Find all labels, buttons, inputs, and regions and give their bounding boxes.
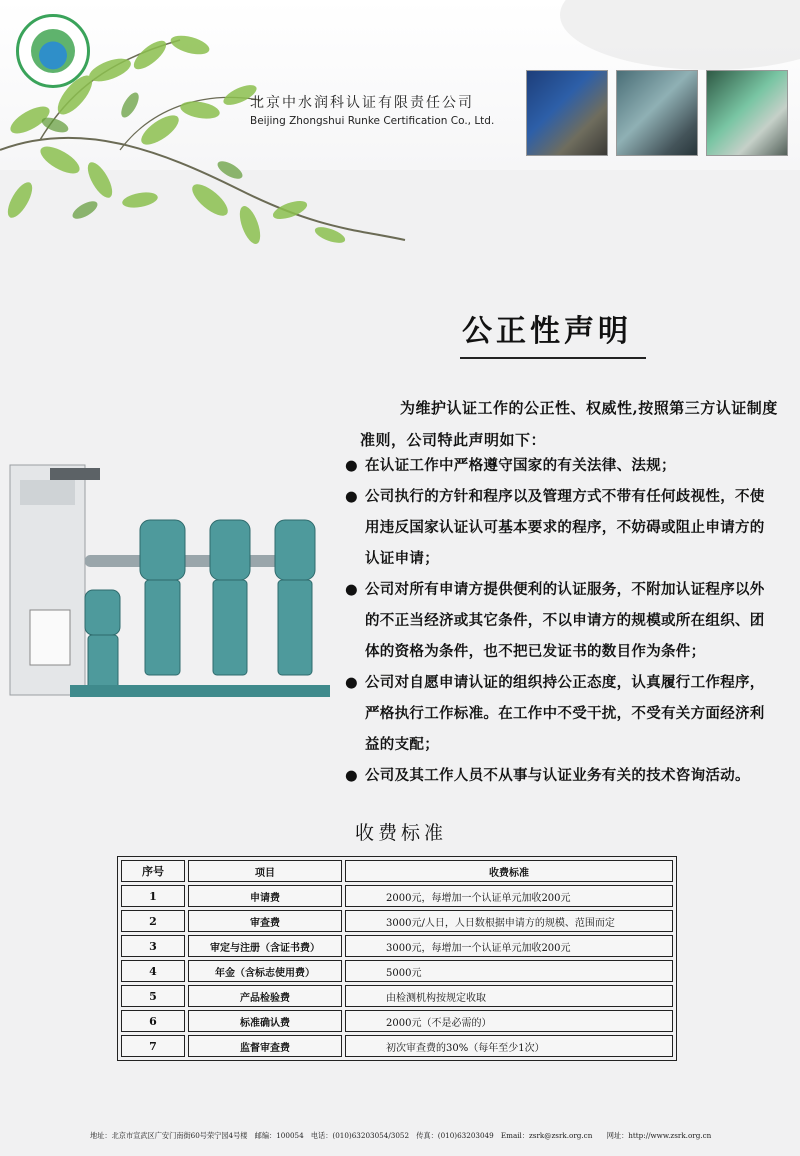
footer-contact: 地址：北京市宣武区广安门南街60号荣宁园4号楼 邮编：100054 电话：(010)63203054/3052 传真：(010)63203049 Email：zsrk@zsrk.org.cn 网址：http://www.zsrk.org.cn [90,1131,712,1140]
list-item-text: 公司对自愿申请认证的组织持公正态度，认真履行工作程序，严格执行工作标准。在工作中不受干扰，不受有关方面经济利益的支配； [365,674,765,753]
row-fee: 初次审查费的30%（每年至少1次） [345,1035,673,1057]
bullet-icon: ● [345,767,358,784]
row-fee: 由检测机构按规定收取 [345,985,673,1007]
bullet-icon: ● [345,581,358,598]
row-fee: 3000元，每增加一个认证单元加收200元 [345,935,673,957]
header-cell-number: 序号 [121,860,185,882]
row-item: 年金（含标志使用费） [188,960,342,982]
row-number: 6 [121,1010,185,1032]
bullet-icon: ● [345,674,358,691]
bullet-icon: ● [345,488,358,505]
list-item [345,667,775,760]
title-underline [460,357,646,359]
list-item-text: 公司及其工作人员不从事与认证业务有关的技术咨询活动。 [365,767,750,784]
row-fee: 2000元，每增加一个认证单元加收200元 [345,885,673,907]
table-row [121,985,673,1007]
row-item: 监督审查费 [188,1035,342,1057]
table-row [121,960,673,982]
row-fee: 2000元（不是必需的） [345,1010,673,1032]
row-item: 审查费 [188,910,342,932]
row-fee: 3000元/人日，人日数根据申请方的规模、范围而定 [345,910,673,932]
header-cell-fee: 收费标准 [345,860,673,882]
list-item-text: 公司执行的方针和程序以及管理方式不带有任何歧视性，不使用违反国家认证认可基本要求的程序，不妨碍或阻止申请方的认证申请； [365,488,765,567]
company-name-cn: 北京中水润科认证有限责任公司 [250,95,474,111]
table-header-row [121,860,673,882]
row-item: 标准确认费 [188,1010,342,1032]
row-item: 产品检验费 [188,985,342,1007]
equipment-photo-1 [526,70,608,156]
table-row [121,935,673,957]
row-number: 3 [121,935,185,957]
row-number: 4 [121,960,185,982]
row-item: 审定与注册（含证书费） [188,935,342,957]
bullet-icon: ● [345,457,358,474]
row-number: 1 [121,885,185,907]
list-item [345,481,775,574]
list-item [345,760,775,791]
list-item-text: 在认证工作中严格遵守国家的有关法律、法规； [365,457,676,474]
company-logo [16,14,90,88]
fee-table [117,856,677,1061]
equipment-photo-3 [706,70,788,156]
statement-intro: 为维护认证工作的公正性、权威性,按照第三方认证制度准则，公司特此声明如下： [360,399,778,449]
water-drop-icon [31,29,75,73]
table-row [121,1035,673,1057]
table-row [121,1010,673,1032]
table-row [121,885,673,907]
row-number: 5 [121,985,185,1007]
list-item [345,450,775,481]
row-fee: 5000元 [345,960,673,982]
table-row [121,910,673,932]
equipment-photo-2 [616,70,698,156]
statement-title: 公正性声明 [462,314,632,349]
row-item: 申请费 [188,885,342,907]
row-number: 7 [121,1035,185,1057]
header-cell-item: 项目 [188,860,342,882]
statement-list [345,450,775,791]
list-item [345,574,775,667]
row-number: 2 [121,910,185,932]
pump-equipment-illustration [0,460,340,710]
fee-section-title: 收费标准 [355,822,448,844]
company-name-en: Beijing Zhongshui Runke Certification Co., Ltd. [250,115,495,127]
list-item-text: 公司对所有申请方提供便利的认证服务，不附加认证程序以外的不正当经济或其它条件，不以申请方的规模或所在组织、团体的资格为条件，也不把已发证书的数目作为条件； [365,581,765,660]
